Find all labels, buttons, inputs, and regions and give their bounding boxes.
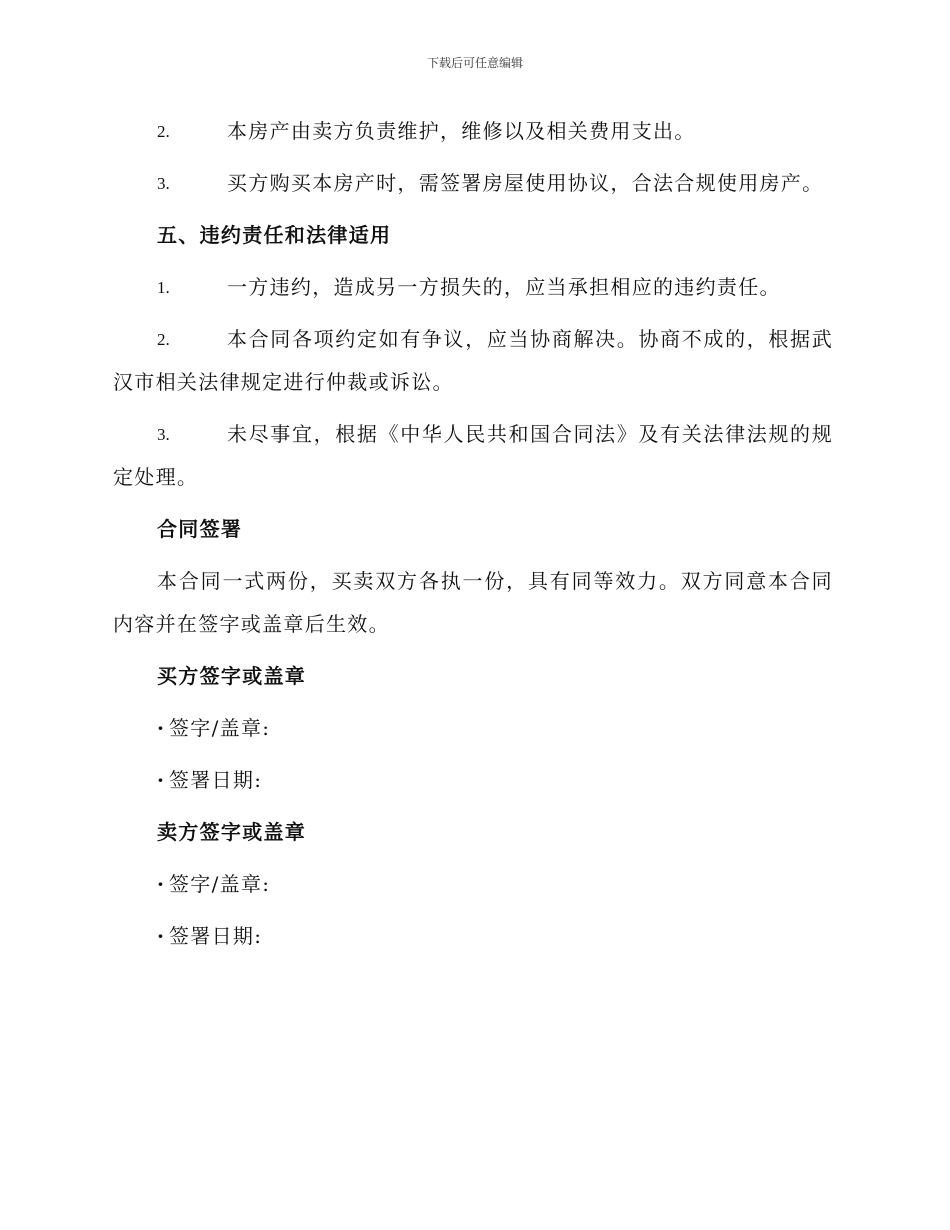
page-header-note: 下载后可任意编辑 — [426, 56, 523, 70]
signing-title: 合同签署 — [157, 517, 243, 541]
buyer-date-label: 签署日期: — [169, 768, 263, 792]
clause-5-1 — [113, 266, 833, 318]
seller-sign-line — [113, 863, 833, 915]
clause-number: 2. — [157, 122, 170, 141]
clause-5-2 — [113, 318, 833, 413]
clause-number: 3. — [157, 174, 170, 193]
seller-date-label: 签署日期: — [169, 924, 263, 948]
clause-text: 一方违约，造成另一方损失的，应当承担相应的违约责任。 — [227, 275, 781, 299]
clause-number: 2. — [157, 330, 170, 349]
seller-sign-label: 签字/盖章: — [169, 872, 271, 896]
clause-5-3 — [113, 413, 833, 508]
clause-4-2 — [113, 110, 833, 162]
bullet-icon: · — [157, 872, 166, 896]
clause-text: 本房产由卖方负责维护，维修以及相关费用支出。 — [227, 119, 696, 143]
clause-4-3 — [113, 162, 833, 214]
seller-signature-title: 卖方签字或盖章 — [157, 820, 307, 844]
document-body — [113, 110, 833, 967]
clause-text: 买方购买本房产时，需签署房屋使用协议，合法合规使用房产。 — [227, 171, 824, 195]
seller-date-line — [113, 915, 833, 967]
signing-paragraph: 本合同一式两份，买卖双方各执一份，具有同等效力。双方同意本合同内容并在签字或盖章后生效。 — [113, 569, 833, 636]
buyer-date-line — [113, 759, 833, 811]
buyer-signature-title: 买方签字或盖章 — [157, 664, 307, 688]
section-5-title: 五、违约责任和法律适用 — [157, 223, 392, 247]
buyer-sign-line — [113, 707, 833, 759]
buyer-sign-label: 签字/盖章: — [169, 716, 271, 740]
clause-text: 未尽事宜，根据《中华人民共和国合同法》及有关法律法规的规定处理。 — [113, 422, 833, 489]
clause-text: 本合同各项约定如有争议，应当协商解决。协商不成的，根据武汉市相关法律规定进行仲裁或诉讼。 — [113, 327, 833, 394]
bullet-icon: · — [157, 768, 166, 792]
clause-number: 1. — [157, 278, 170, 297]
bullet-icon: · — [157, 924, 166, 948]
bullet-icon: · — [157, 716, 166, 740]
clause-number: 3. — [157, 425, 170, 444]
